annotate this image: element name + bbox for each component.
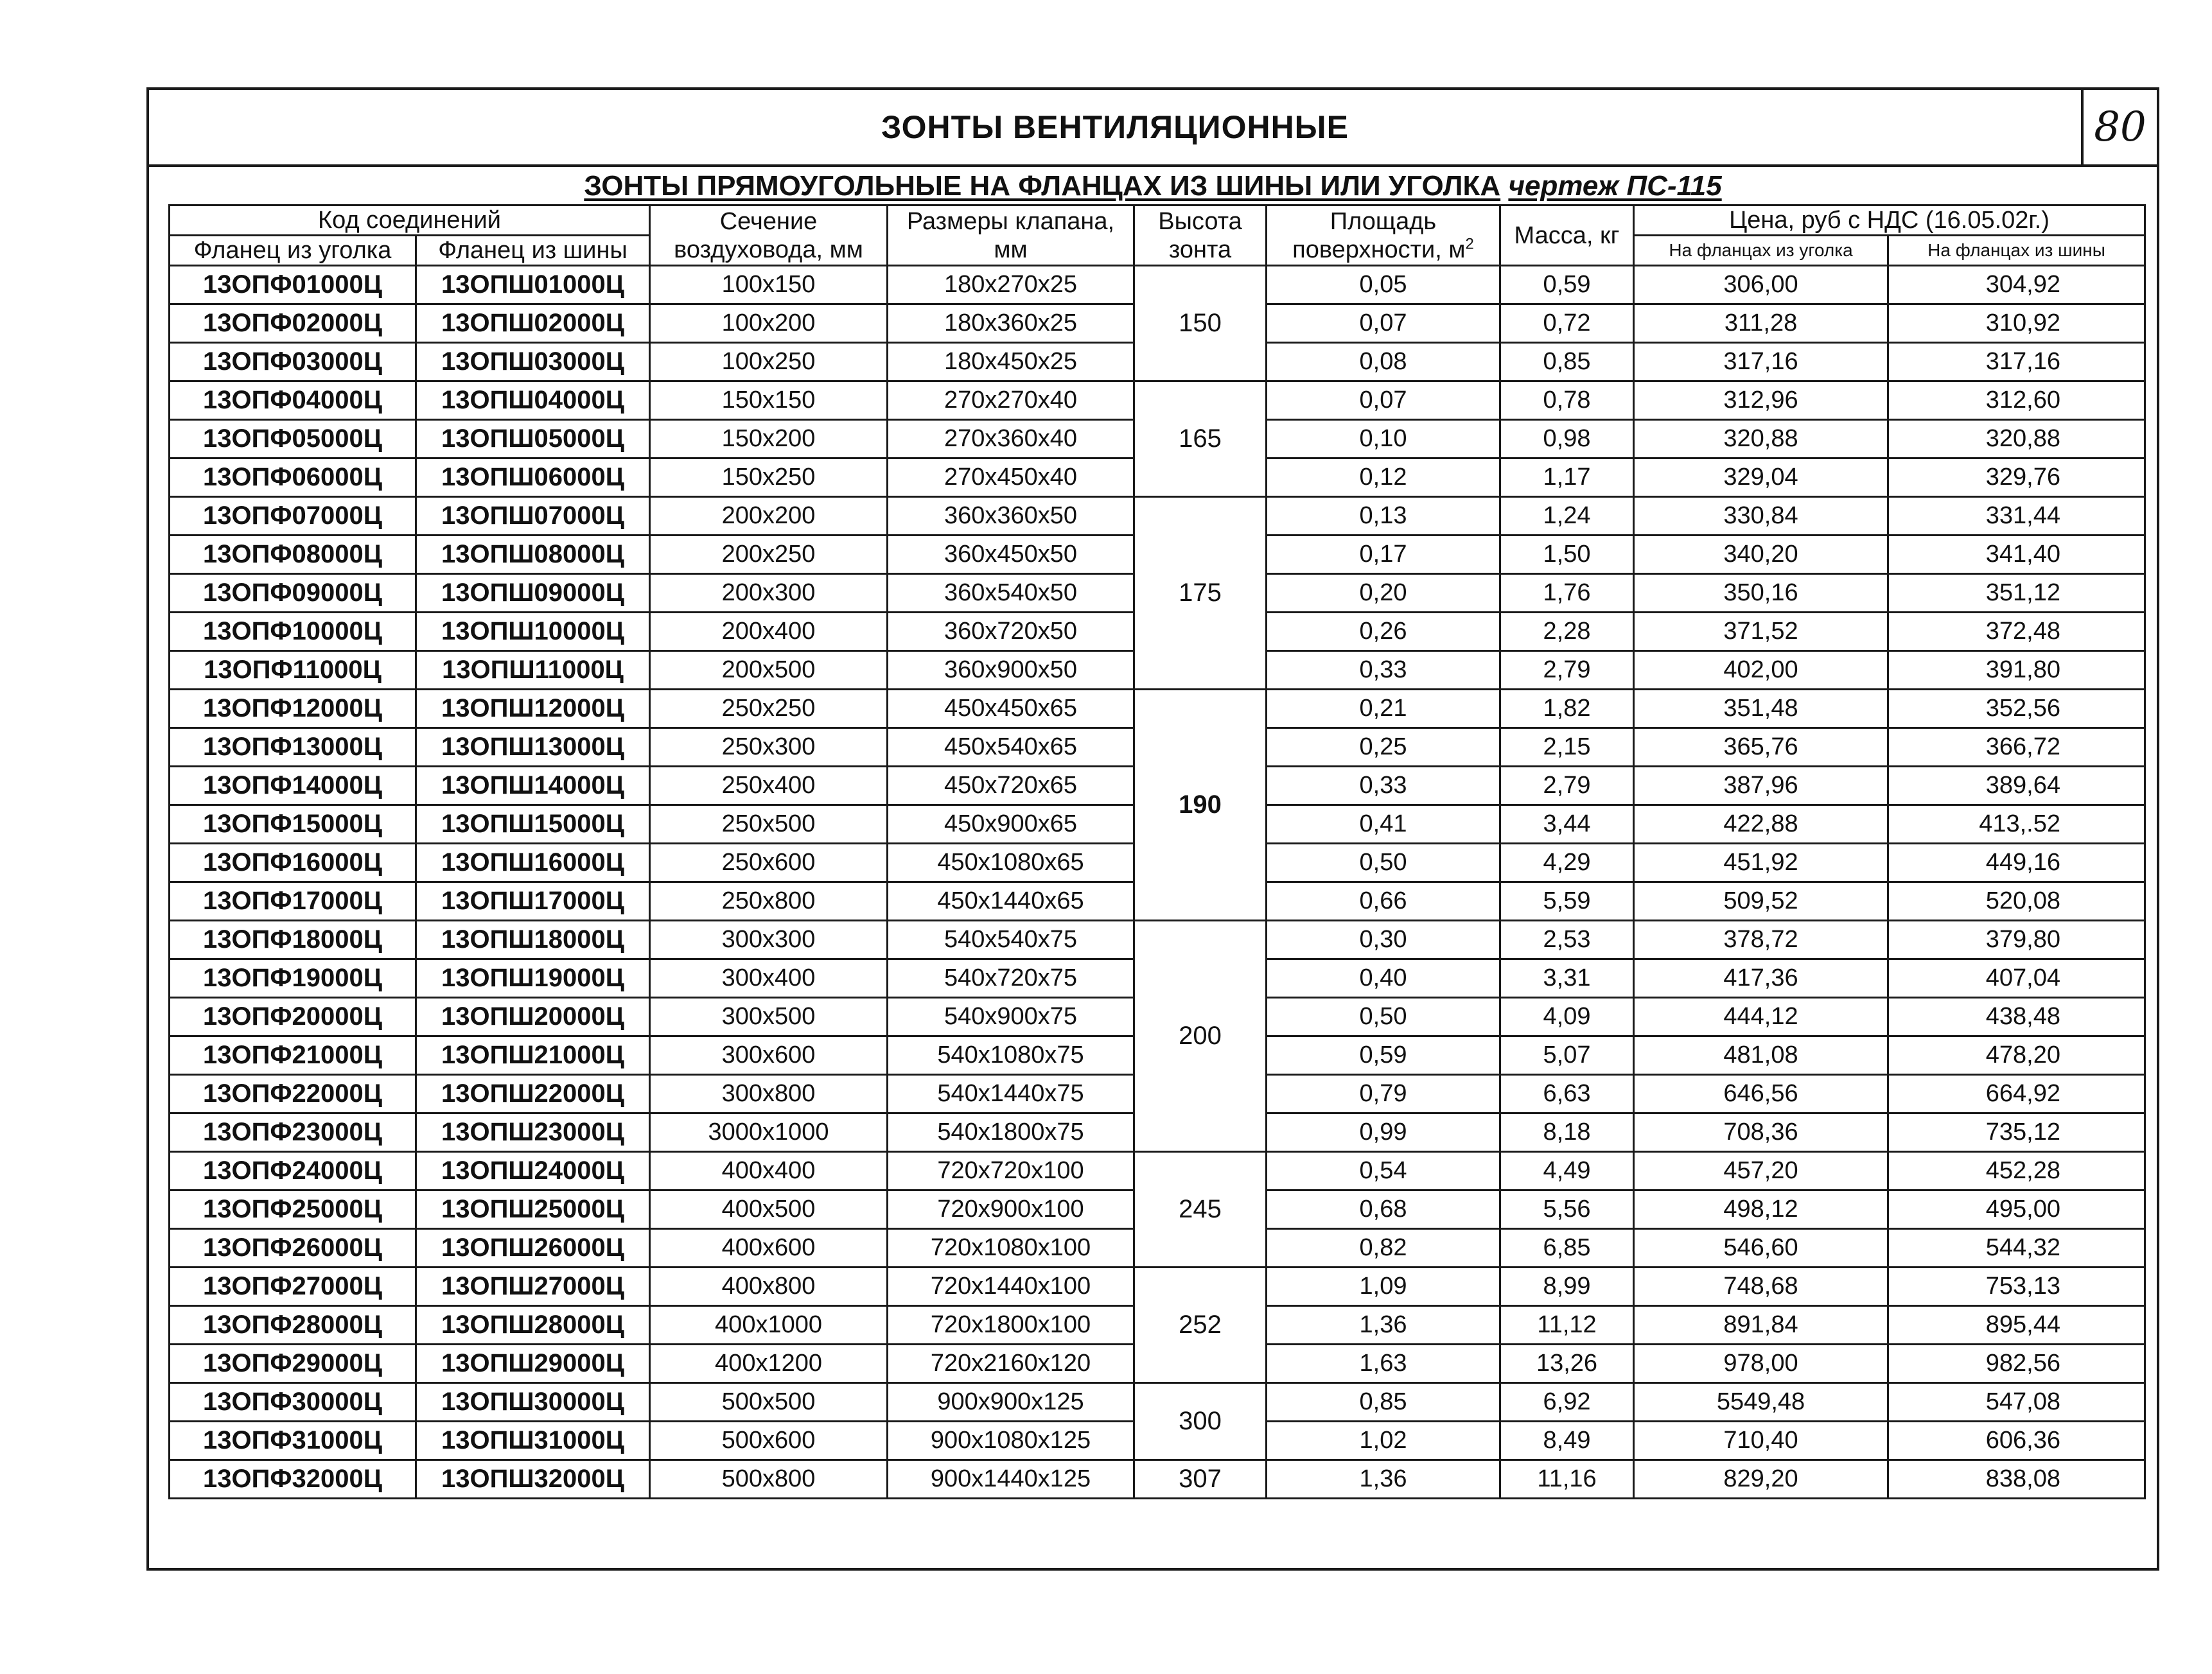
- cell-area: 0,41: [1267, 805, 1500, 844]
- cell-price-angle: 317,16: [1634, 343, 1888, 381]
- cell-price-angle: 387,96: [1634, 767, 1888, 805]
- cell-price-angle: 422,88: [1634, 805, 1888, 844]
- cell-code-angle: 13ОПФ25000Ц: [170, 1190, 416, 1229]
- cell-valve: 720x1800x100: [888, 1306, 1134, 1345]
- cell-height: 252: [1134, 1268, 1267, 1383]
- cell-code-angle: 13ОПФ05000Ц: [170, 420, 416, 458]
- cell-price-angle: 320,88: [1634, 420, 1888, 458]
- cell-mass: 0,78: [1500, 381, 1634, 420]
- cell-code-angle: 13ОПФ18000Ц: [170, 921, 416, 959]
- cell-code-bus: 13ОПШ10000Ц: [416, 613, 650, 651]
- cell-valve: 540x1800x75: [888, 1113, 1134, 1152]
- cell-code-angle: 13ОПФ16000Ц: [170, 844, 416, 882]
- subtitle-drawing: чертеж ПС-115: [1508, 170, 1722, 202]
- cell-price-angle: 646,56: [1634, 1075, 1888, 1113]
- cell-section: 400x800: [650, 1268, 888, 1306]
- cell-price-angle: 509,52: [1634, 882, 1888, 921]
- cell-valve: 360x360x50: [888, 497, 1134, 536]
- cell-price-angle: 451,92: [1634, 844, 1888, 882]
- cell-section: 500x500: [650, 1383, 888, 1422]
- cell-price-bus: 982,56: [1888, 1345, 2145, 1383]
- table-body: [170, 266, 2145, 1499]
- cell-area: 0,21: [1267, 690, 1500, 728]
- cell-mass: 2,53: [1500, 921, 1634, 959]
- cell-area: 0,82: [1267, 1229, 1500, 1268]
- cell-code-angle: 13ОПФ23000Ц: [170, 1113, 416, 1152]
- cell-mass: 2,79: [1500, 651, 1634, 690]
- cell-section: 250x250: [650, 690, 888, 728]
- cell-section: 300x600: [650, 1036, 888, 1075]
- cell-valve: 360x900x50: [888, 651, 1134, 690]
- header-height: Высота зонта: [1134, 205, 1267, 266]
- cell-price-bus: 312,60: [1888, 381, 2145, 420]
- cell-height: 175: [1134, 497, 1267, 690]
- cell-mass: 11,16: [1500, 1460, 1634, 1499]
- cell-code-bus: 13ОПШ26000Ц: [416, 1229, 650, 1268]
- cell-valve: 450x1080x65: [888, 844, 1134, 882]
- cell-section: 200x200: [650, 497, 888, 536]
- document-sheet: [146, 87, 2159, 1571]
- cell-price-angle: 829,20: [1634, 1460, 1888, 1499]
- cell-code-bus: 13ОПШ24000Ц: [416, 1152, 650, 1190]
- cell-code-bus: 13ОПШ08000Ц: [416, 536, 650, 574]
- header-price-angle: На фланцах из уголка: [1634, 236, 1888, 266]
- cell-mass: 5,56: [1500, 1190, 1634, 1229]
- cell-mass: 8,49: [1500, 1422, 1634, 1460]
- cell-code-angle: 13ОПФ26000Ц: [170, 1229, 416, 1268]
- cell-area: 0,25: [1267, 728, 1500, 767]
- cell-area: 0,50: [1267, 844, 1500, 882]
- cell-mass: 4,49: [1500, 1152, 1634, 1190]
- cell-price-angle: 378,72: [1634, 921, 1888, 959]
- cell-section: 100x150: [650, 266, 888, 304]
- cell-section: 300x800: [650, 1075, 888, 1113]
- cell-price-bus: 838,08: [1888, 1460, 2145, 1499]
- cell-code-angle: 13ОПФ21000Ц: [170, 1036, 416, 1075]
- cell-area: 0,17: [1267, 536, 1500, 574]
- cell-height: 307: [1134, 1460, 1267, 1499]
- cell-mass: 13,26: [1500, 1345, 1634, 1383]
- cell-area: 0,13: [1267, 497, 1500, 536]
- cell-area: 0,08: [1267, 343, 1500, 381]
- cell-area: 1,36: [1267, 1306, 1500, 1345]
- cell-valve: 180x360x25: [888, 304, 1134, 343]
- cell-price-angle: 351,48: [1634, 690, 1888, 728]
- cell-area: 0,33: [1267, 767, 1500, 805]
- cell-mass: 1,24: [1500, 497, 1634, 536]
- header-section: Сечение воздуховода, мм: [650, 205, 888, 266]
- table-subtitle: [149, 170, 2157, 203]
- cell-price-angle: 978,00: [1634, 1345, 1888, 1383]
- cell-code-angle: 13ОПФ13000Ц: [170, 728, 416, 767]
- cell-price-bus: 449,16: [1888, 844, 2145, 882]
- cell-code-angle: 13ОПФ17000Ц: [170, 882, 416, 921]
- cell-price-angle: 5549,48: [1634, 1383, 1888, 1422]
- cell-code-angle: 13ОПФ20000Ц: [170, 998, 416, 1036]
- cell-section: 250x600: [650, 844, 888, 882]
- cell-code-angle: 13ОПФ24000Ц: [170, 1152, 416, 1190]
- cell-valve: 900x1080x125: [888, 1422, 1134, 1460]
- cell-mass: 2,79: [1500, 767, 1634, 805]
- cell-code-angle: 13ОПФ19000Ц: [170, 959, 416, 998]
- cell-price-angle: 481,08: [1634, 1036, 1888, 1075]
- cell-valve: 900x1440x125: [888, 1460, 1134, 1499]
- cell-valve: 270x450x40: [888, 458, 1134, 497]
- cell-price-bus: 753,13: [1888, 1268, 2145, 1306]
- cell-valve: 450x900x65: [888, 805, 1134, 844]
- header-code-bus: Фланец из шины: [416, 236, 650, 266]
- cell-price-bus: 438,48: [1888, 998, 2145, 1036]
- cell-valve: 720x1080x100: [888, 1229, 1134, 1268]
- page-number: 80: [2081, 90, 2157, 167]
- header-code-angle: Фланец из уголка: [170, 236, 416, 266]
- header-price-group: Цена, руб с НДС (16.05.02г.): [1634, 205, 2145, 236]
- cell-code-bus: 13ОПШ23000Ц: [416, 1113, 650, 1152]
- cell-mass: 4,09: [1500, 998, 1634, 1036]
- cell-height: 300: [1134, 1383, 1267, 1460]
- cell-code-angle: 13ОПФ31000Ц: [170, 1422, 416, 1460]
- cell-section: 100x200: [650, 304, 888, 343]
- cell-code-angle: 13ОПФ01000Ц: [170, 266, 416, 304]
- cell-code-bus: 13ОПШ25000Ц: [416, 1190, 650, 1229]
- cell-code-angle: 13ОПФ10000Ц: [170, 613, 416, 651]
- cell-code-angle: 13ОПФ12000Ц: [170, 690, 416, 728]
- cell-area: 0,85: [1267, 1383, 1500, 1422]
- cell-valve: 270x360x40: [888, 420, 1134, 458]
- cell-code-bus: 13ОПШ32000Ц: [416, 1460, 650, 1499]
- cell-code-bus: 13ОПШ17000Ц: [416, 882, 650, 921]
- cell-mass: 8,99: [1500, 1268, 1634, 1306]
- cell-area: 1,36: [1267, 1460, 1500, 1499]
- cell-price-bus: 391,80: [1888, 651, 2145, 690]
- cell-price-angle: 371,52: [1634, 613, 1888, 651]
- cell-height: 200: [1134, 921, 1267, 1152]
- cell-price-bus: 351,12: [1888, 574, 2145, 613]
- cell-code-bus: 13ОПШ05000Ц: [416, 420, 650, 458]
- cell-valve: 540x900x75: [888, 998, 1134, 1036]
- cell-area: 0,59: [1267, 1036, 1500, 1075]
- cell-mass: 4,29: [1500, 844, 1634, 882]
- cell-mass: 0,72: [1500, 304, 1634, 343]
- cell-price-angle: 306,00: [1634, 266, 1888, 304]
- cell-mass: 1,17: [1500, 458, 1634, 497]
- cell-area: 0,54: [1267, 1152, 1500, 1190]
- cell-code-bus: 13ОПШ07000Ц: [416, 497, 650, 536]
- cell-mass: 1,82: [1500, 690, 1634, 728]
- cell-code-angle: 13ОПФ02000Ц: [170, 304, 416, 343]
- cell-code-angle: 13ОПФ32000Ц: [170, 1460, 416, 1499]
- cell-price-angle: 748,68: [1634, 1268, 1888, 1306]
- cell-area: 0,10: [1267, 420, 1500, 458]
- cell-code-bus: 13ОПШ22000Ц: [416, 1075, 650, 1113]
- cell-section: 300x300: [650, 921, 888, 959]
- cell-area: 1,09: [1267, 1268, 1500, 1306]
- cell-price-angle: 708,36: [1634, 1113, 1888, 1152]
- cell-mass: 3,31: [1500, 959, 1634, 998]
- cell-code-bus: 13ОПШ03000Ц: [416, 343, 650, 381]
- cell-mass: 1,50: [1500, 536, 1634, 574]
- table-row: [170, 266, 2145, 304]
- table-row: [170, 1152, 2145, 1190]
- cell-price-bus: 379,80: [1888, 921, 2145, 959]
- table-row: [170, 381, 2145, 420]
- cell-mass: 0,59: [1500, 266, 1634, 304]
- cell-price-angle: 457,20: [1634, 1152, 1888, 1190]
- header-area-label: Площадь поверхности, м: [1292, 207, 1466, 263]
- cell-valve: 720x900x100: [888, 1190, 1134, 1229]
- table-row: [170, 1460, 2145, 1499]
- cell-code-bus: 13ОПШ31000Ц: [416, 1422, 650, 1460]
- cell-price-bus: 317,16: [1888, 343, 2145, 381]
- document-title: ЗОНТЫ ВЕНТИЛЯЦИОННЫЕ: [149, 90, 2081, 167]
- cell-section: 250x500: [650, 805, 888, 844]
- cell-section: 400x500: [650, 1190, 888, 1229]
- header-valve: Размеры клапана, мм: [888, 205, 1134, 266]
- cell-price-bus: 329,76: [1888, 458, 2145, 497]
- cell-price-bus: 895,44: [1888, 1306, 2145, 1345]
- cell-area: 0,30: [1267, 921, 1500, 959]
- cell-code-angle: 13ОПФ07000Ц: [170, 497, 416, 536]
- cell-code-bus: 13ОПШ19000Ц: [416, 959, 650, 998]
- cell-code-bus: 13ОПШ13000Ц: [416, 728, 650, 767]
- cell-code-angle: 13ОПФ03000Ц: [170, 343, 416, 381]
- cell-price-bus: 544,32: [1888, 1229, 2145, 1268]
- cell-valve: 180x270x25: [888, 266, 1134, 304]
- cell-price-bus: 413,.52: [1888, 805, 2145, 844]
- subtitle-main: ЗОНТЫ ПРЯМОУГОЛЬНЫЕ НА ФЛАНЦАХ ИЗ ШИНЫ ИЛИ УГОЛКА: [584, 170, 1501, 202]
- cell-code-bus: 13ОПШ16000Ц: [416, 844, 650, 882]
- cell-valve: 450x540x65: [888, 728, 1134, 767]
- cell-section: 100x250: [650, 343, 888, 381]
- cell-mass: 3,44: [1500, 805, 1634, 844]
- cell-code-bus: 13ОПШ06000Ц: [416, 458, 650, 497]
- header-price-bus: На фланцах из шины: [1888, 236, 2145, 266]
- cell-price-bus: 320,88: [1888, 420, 2145, 458]
- cell-code-bus: 13ОПШ14000Ц: [416, 767, 650, 805]
- cell-mass: 8,18: [1500, 1113, 1634, 1152]
- cell-mass: 6,63: [1500, 1075, 1634, 1113]
- cell-section: 500x600: [650, 1422, 888, 1460]
- cell-code-angle: 13ОПФ14000Ц: [170, 767, 416, 805]
- cell-price-angle: 891,84: [1634, 1306, 1888, 1345]
- cell-price-bus: 366,72: [1888, 728, 2145, 767]
- cell-section: 400x600: [650, 1229, 888, 1268]
- cell-code-bus: 13ОПШ29000Ц: [416, 1345, 650, 1383]
- cell-code-bus: 13ОПШ12000Ц: [416, 690, 650, 728]
- cell-section: 200x250: [650, 536, 888, 574]
- table-header: [170, 205, 2145, 266]
- cell-valve: 540x1440x75: [888, 1075, 1134, 1113]
- cell-section: 250x400: [650, 767, 888, 805]
- cell-price-bus: 310,92: [1888, 304, 2145, 343]
- cell-section: 400x400: [650, 1152, 888, 1190]
- cell-mass: 2,28: [1500, 613, 1634, 651]
- cell-section: 200x300: [650, 574, 888, 613]
- table-row: [170, 1383, 2145, 1422]
- cell-section: 400x1000: [650, 1306, 888, 1345]
- cell-price-bus: 304,92: [1888, 266, 2145, 304]
- cell-code-bus: 13ОПШ01000Ц: [416, 266, 650, 304]
- cell-code-angle: 13ОПФ28000Ц: [170, 1306, 416, 1345]
- cell-height: 150: [1134, 266, 1267, 381]
- cell-valve: 180x450x25: [888, 343, 1134, 381]
- cell-area: 0,07: [1267, 304, 1500, 343]
- cell-height: 245: [1134, 1152, 1267, 1268]
- cell-area: 0,12: [1267, 458, 1500, 497]
- cell-valve: 540x720x75: [888, 959, 1134, 998]
- cell-code-angle: 13ОПФ22000Ц: [170, 1075, 416, 1113]
- cell-area: 1,02: [1267, 1422, 1500, 1460]
- cell-price-bus: 341,40: [1888, 536, 2145, 574]
- cell-price-angle: 365,76: [1634, 728, 1888, 767]
- cell-valve: 720x1440x100: [888, 1268, 1134, 1306]
- cell-valve: 360x720x50: [888, 613, 1134, 651]
- cell-mass: 11,12: [1500, 1306, 1634, 1345]
- cell-section: 150x200: [650, 420, 888, 458]
- price-table: [168, 204, 2146, 1499]
- cell-code-bus: 13ОПШ02000Ц: [416, 304, 650, 343]
- cell-valve: 270x270x40: [888, 381, 1134, 420]
- cell-section: 150x250: [650, 458, 888, 497]
- cell-price-bus: 606,36: [1888, 1422, 2145, 1460]
- table-row: [170, 1268, 2145, 1306]
- header-area: [1267, 205, 1500, 266]
- cell-price-angle: 402,00: [1634, 651, 1888, 690]
- cell-valve: 450x1440x65: [888, 882, 1134, 921]
- cell-code-bus: 13ОПШ28000Ц: [416, 1306, 650, 1345]
- cell-valve: 450x720x65: [888, 767, 1134, 805]
- cell-price-angle: 498,12: [1634, 1190, 1888, 1229]
- cell-code-bus: 13ОПШ09000Ц: [416, 574, 650, 613]
- cell-height: 165: [1134, 381, 1267, 497]
- cell-code-bus: 13ОПШ18000Ц: [416, 921, 650, 959]
- cell-valve: 900x900x125: [888, 1383, 1134, 1422]
- cell-code-bus: 13ОПШ27000Ц: [416, 1268, 650, 1306]
- cell-code-angle: 13ОПФ06000Ц: [170, 458, 416, 497]
- cell-code-angle: 13ОПФ09000Ц: [170, 574, 416, 613]
- cell-code-angle: 13ОПФ27000Ц: [170, 1268, 416, 1306]
- cell-area: 0,79: [1267, 1075, 1500, 1113]
- cell-mass: 2,15: [1500, 728, 1634, 767]
- cell-mass: 0,85: [1500, 343, 1634, 381]
- cell-code-angle: 13ОПФ30000Ц: [170, 1383, 416, 1422]
- cell-area: 0,07: [1267, 381, 1500, 420]
- cell-price-angle: 546,60: [1634, 1229, 1888, 1268]
- cell-price-bus: 478,20: [1888, 1036, 2145, 1075]
- cell-area: 0,40: [1267, 959, 1500, 998]
- cell-area: 0,05: [1267, 266, 1500, 304]
- cell-price-angle: 710,40: [1634, 1422, 1888, 1460]
- cell-price-bus: 452,28: [1888, 1152, 2145, 1190]
- cell-valve: 450x450x65: [888, 690, 1134, 728]
- cell-valve: 360x540x50: [888, 574, 1134, 613]
- cell-mass: 5,59: [1500, 882, 1634, 921]
- cell-price-angle: 350,16: [1634, 574, 1888, 613]
- cell-price-bus: 372,48: [1888, 613, 2145, 651]
- cell-code-bus: 13ОПШ04000Ц: [416, 381, 650, 420]
- cell-code-angle: 13ОПФ15000Ц: [170, 805, 416, 844]
- cell-section: 200x400: [650, 613, 888, 651]
- cell-price-angle: 329,04: [1634, 458, 1888, 497]
- cell-price-angle: 417,36: [1634, 959, 1888, 998]
- cell-area: 0,68: [1267, 1190, 1500, 1229]
- cell-area: 0,33: [1267, 651, 1500, 690]
- cell-area: 0,99: [1267, 1113, 1500, 1152]
- cell-price-bus: 495,00: [1888, 1190, 2145, 1229]
- cell-area: 0,66: [1267, 882, 1500, 921]
- cell-area: 0,20: [1267, 574, 1500, 613]
- header-codes-group: Код соединений: [170, 205, 650, 236]
- cell-price-angle: 444,12: [1634, 998, 1888, 1036]
- cell-section: 200x500: [650, 651, 888, 690]
- cell-price-angle: 340,20: [1634, 536, 1888, 574]
- cell-price-angle: 330,84: [1634, 497, 1888, 536]
- cell-section: 250x300: [650, 728, 888, 767]
- cell-code-angle: 13ОПФ11000Ц: [170, 651, 416, 690]
- cell-mass: 0,98: [1500, 420, 1634, 458]
- header-area-sup: 2: [1465, 234, 1474, 252]
- cell-price-bus: 352,56: [1888, 690, 2145, 728]
- cell-section: 400x1200: [650, 1345, 888, 1383]
- cell-mass: 6,92: [1500, 1383, 1634, 1422]
- cell-code-bus: 13ОПШ30000Ц: [416, 1383, 650, 1422]
- cell-mass: 5,07: [1500, 1036, 1634, 1075]
- cell-price-angle: 311,28: [1634, 304, 1888, 343]
- cell-mass: 6,85: [1500, 1229, 1634, 1268]
- cell-code-bus: 13ОПШ15000Ц: [416, 805, 650, 844]
- cell-price-bus: 735,12: [1888, 1113, 2145, 1152]
- cell-section: 250x800: [650, 882, 888, 921]
- cell-code-bus: 13ОПШ21000Ц: [416, 1036, 650, 1075]
- cell-area: 1,63: [1267, 1345, 1500, 1383]
- cell-price-bus: 547,08: [1888, 1383, 2145, 1422]
- cell-valve: 540x1080x75: [888, 1036, 1134, 1075]
- cell-height: 190: [1134, 690, 1267, 921]
- cell-valve: 720x2160x120: [888, 1345, 1134, 1383]
- cell-price-bus: 331,44: [1888, 497, 2145, 536]
- cell-area: 0,26: [1267, 613, 1500, 651]
- table-row: [170, 690, 2145, 728]
- cell-code-angle: 13ОПФ04000Ц: [170, 381, 416, 420]
- cell-price-bus: 407,04: [1888, 959, 2145, 998]
- cell-section: 300x500: [650, 998, 888, 1036]
- cell-valve: 720x720x100: [888, 1152, 1134, 1190]
- cell-price-bus: 664,92: [1888, 1075, 2145, 1113]
- cell-code-angle: 13ОПФ29000Ц: [170, 1345, 416, 1383]
- header-mass: Масса, кг: [1500, 205, 1634, 266]
- cell-price-bus: 389,64: [1888, 767, 2145, 805]
- cell-code-angle: 13ОПФ08000Ц: [170, 536, 416, 574]
- cell-code-bus: 13ОПШ20000Ц: [416, 998, 650, 1036]
- cell-mass: 1,76: [1500, 574, 1634, 613]
- table-row: [170, 497, 2145, 536]
- cell-area: 0,50: [1267, 998, 1500, 1036]
- cell-code-bus: 13ОПШ11000Ц: [416, 651, 650, 690]
- cell-price-bus: 520,08: [1888, 882, 2145, 921]
- cell-section: 3000x1000: [650, 1113, 888, 1152]
- table-row: [170, 921, 2145, 959]
- cell-section: 150x150: [650, 381, 888, 420]
- cell-section: 300x400: [650, 959, 888, 998]
- cell-section: 500x800: [650, 1460, 888, 1499]
- cell-valve: 360x450x50: [888, 536, 1134, 574]
- cell-price-angle: 312,96: [1634, 381, 1888, 420]
- cell-valve: 540x540x75: [888, 921, 1134, 959]
